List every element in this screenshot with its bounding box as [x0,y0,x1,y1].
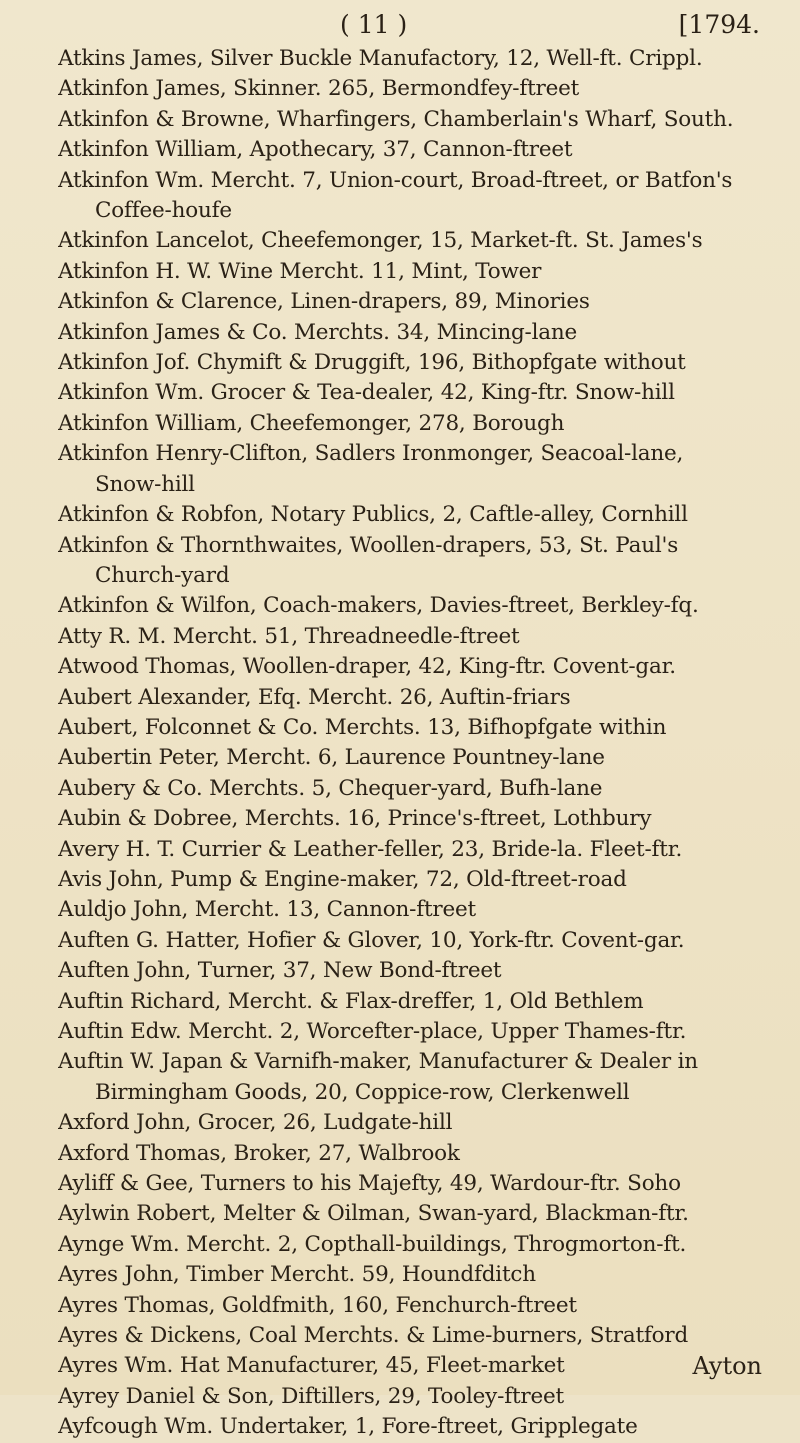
directory-entry: Aubert Alexander, Efq. Mercht. 26, Auftin-friars [58,684,571,710]
directory-entry: Atkinfon & Thornthwaites, Woollen-drapers, 53, St. Paul's [58,532,679,558]
directory-entry: Atkinfon & Clarence, Linen-drapers, 89, Minories [58,289,590,315]
directory-entry-continuation: Birmingham Goods, 20, Coppice-row, Clerkenwell [95,1079,630,1105]
directory-entry: Avis John, Pump & Engine-maker, 72, Old-ftreet-road [58,866,627,892]
directory-entry: Aubert, Folconnet & Co. Merchts. 13, Bifhopfgate within [58,714,667,740]
directory-entry: Aubery & Co. Merchts. 5, Chequer-yard, Bufh-lane [58,775,603,801]
directory-entry: Atkins James, Silver Buckle Manufactory, 12, Well-ft. Crippl. [58,46,703,71]
directory-entry: Atty R. M. Mercht. 51, Threadneedle-ftreet [58,623,520,649]
directory-entry: Ayres Wm. Hat Manufacturer, 45, Fleet-market [58,1353,565,1379]
directory-entry: Atkinfon William, Apothecary, 37, Cannon-ftreet [58,137,573,163]
directory-entry: Axford John, Grocer, 26, Ludgate-hill [58,1110,453,1136]
directory-entry-continuation: Church-yard [95,562,230,588]
directory-entry: Atkinfon H. W. Wine Mercht. 11, Mint, Tower [58,258,542,284]
directory-entry: Atkinfon Jof. Chymift & Druggift, 196, Bithopfgate without [58,350,686,376]
directory-entry-continuation: Snow-hill [95,471,195,497]
directory-entry: Auften John, Turner, 37, New Bond-ftreet [58,958,502,984]
directory-entry: Ayrey Daniel & Son, Diftillers, 29, Tooley-ftreet [58,1383,564,1409]
page-header [0,6,800,46]
directory-entry: Atkinfon Henry-Clifton, Sadlers Ironmonger, Seacoal-lane, [58,441,684,467]
directory-entry: Avery H. T. Currier & Leather-feller, 23, Bride-la. Fleet-ftr. [58,836,683,862]
catchword: Ayton [692,1352,762,1380]
directory-entry: Ayfcough Wm. Undertaker, 1, Fore-ftreet, Gripplegate [58,1414,638,1440]
directory-entry: Atkinfon James & Co. Merchts. 34, Mincing-lane [58,319,578,345]
directory-entry: Aubin & Dobree, Merchts. 16, Prince's-ftreet, Lothbury [58,806,652,832]
directory-entry: Atkinfon Lancelot, Cheefemonger, 15, Market-ft. St. James's [58,228,703,254]
directory-entry: Ayliff & Gee, Turners to his Majefty, 49, Wardour-ftr. Soho [58,1171,681,1197]
directory-entry: Aynge Wm. Mercht. 2, Copthall-buildings, Throgmorton-ft. [58,1231,687,1257]
directory-entry: Atkinfon William, Cheefemonger, 278, Borough [58,410,565,436]
directory-entry: Auftin Richard, Mercht. & Flax-dreffer, 1, Old Bethlem [58,988,644,1014]
directory-entry: Auftin Edw. Mercht. 2, Worcefter-place, Upper Thames-ftr. [58,1019,687,1044]
directory-entry: Aubertin Peter, Mercht. 6, Laurence Pountney-lane [58,745,605,771]
directory-entry: Axford Thomas, Broker, 27, Walbrook [58,1140,460,1166]
directory-entry: Ayres & Dickens, Coal Merchts. & Lime-burners, Stratford [58,1323,689,1349]
directory-entry: Auldjo John, Mercht. 13, Cannon-ftreet [58,897,477,923]
directory-entry: Atkinfon & Browne, Wharfingers, Chamberlain's Wharf, South. [58,106,734,132]
directory-entry: Atkinfon Wm. Mercht. 7, Union-court, Broad-ftreet, or Batfon's [58,167,733,193]
directory-entry-continuation: Coffee-houfe [95,198,232,224]
year-label: [1794. [678,10,760,39]
directory-entry: Ayres John, Timber Mercht. 59, Houndfditch [58,1262,536,1288]
directory-entry: Atkinfon & Robfon, Notary Publics, 2, Caftle-alley, Cornhill [58,502,688,528]
page-number: ( 11 ) [340,10,408,39]
directory-entry: Atkinfon Wm. Grocer & Tea-dealer, 42, King-ftr. Snow-hill [58,380,675,406]
directory-entry: Aylwin Robert, Melter & Oilman, Swan-yard, Blackman-ftr. [58,1201,689,1227]
directory-entry: Atkinfon & Wilfon, Coach-makers, Davies-ftreet, Berkley-fq. [58,593,699,619]
directory-entry: Ayres Thomas, Goldfmith, 160, Fenchurch-ftreet [58,1292,577,1318]
directory-entry: Auftin W. Japan & Varnifh-maker, Manufacturer & Dealer in [58,1049,698,1075]
directory-entry: Atwood Thomas, Woollen-draper, 42, King-ftr. Covent-gar. [58,654,676,680]
directory-entry: Atkinfon James, Skinner. 265, Bermondfey-ftreet [58,76,580,102]
directory-entries [58,44,793,1443]
directory-entry: Auften G. Hatter, Hofier & Glover, 10, York-ftr. Covent-gar. [58,927,685,953]
